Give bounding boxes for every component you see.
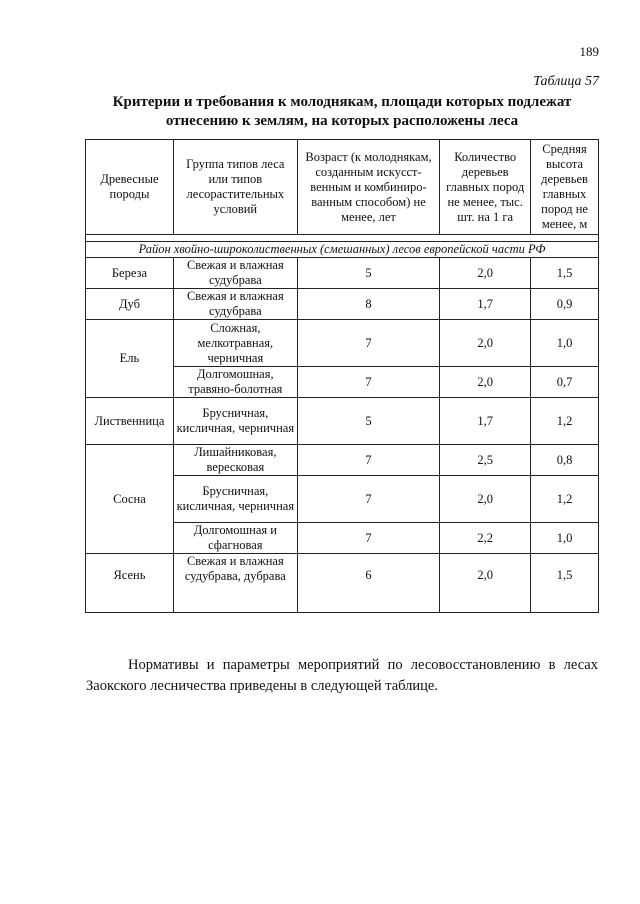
cell-mean-height: 0,8 <box>531 445 599 476</box>
cell-age: 6 <box>297 554 440 613</box>
region-row <box>86 242 599 258</box>
cell-age: 7 <box>297 476 440 523</box>
cell-species: Береза <box>86 258 174 289</box>
cell-mean-height: 1,2 <box>531 476 599 523</box>
cell-mean-height: 1,5 <box>531 258 599 289</box>
table-row <box>86 554 599 613</box>
cell-mean-height: 0,7 <box>531 367 599 398</box>
region-label: Район хвойно-широколиственных (смешанных) лесов европейской части РФ <box>86 242 599 258</box>
cell-age: 8 <box>297 289 440 320</box>
cell-forest-type: Свежая и влажная судубрава <box>173 258 297 289</box>
body-paragraph: Нормативы и параметры мероприятий по лесовосстановлению в лесах Заокского лесничества приведены в следующей таблице. <box>86 657 598 694</box>
cell-forest-type: Сложная, мелкотравная, черничная <box>173 320 297 367</box>
table-header-row <box>86 140 599 235</box>
page-number: 189 <box>579 44 599 59</box>
table-row <box>86 289 599 320</box>
table-title-line-2: отнесению к землям, на которых расположены леса <box>165 113 519 129</box>
cell-species: Ель <box>86 320 174 398</box>
cell-age: 5 <box>297 398 440 445</box>
cell-mean-height: 1,0 <box>531 320 599 367</box>
cell-species: Лиственница <box>86 398 174 445</box>
cell-forest-type: Брусничная, кисличная, черничная <box>173 476 297 523</box>
cell-tree-count: 2,0 <box>440 258 531 289</box>
cell-age: 5 <box>297 258 440 289</box>
cell-age: 7 <box>297 445 440 476</box>
cell-tree-count: 1,7 <box>440 398 531 445</box>
cell-tree-count: 2,5 <box>440 445 531 476</box>
criteria-table <box>85 139 599 613</box>
table-row <box>86 320 599 367</box>
header-mean-height: Средняя высота деревьев главных пород не менее, м <box>531 140 599 235</box>
cell-age: 7 <box>297 367 440 398</box>
header-species: Древесные породы <box>86 140 174 235</box>
table-title-line-1: Критерии и требования к молоднякам, площади которых подлежат <box>112 94 572 110</box>
table-row <box>86 258 599 289</box>
cell-age: 7 <box>297 523 440 554</box>
cell-tree-count: 2,0 <box>440 554 531 613</box>
cell-species: Сосна <box>86 445 174 554</box>
cell-species: Ясень <box>86 554 174 613</box>
table-row <box>86 445 599 476</box>
cell-mean-height: 1,2 <box>531 398 599 445</box>
cell-tree-count: 2,0 <box>440 476 531 523</box>
cell-forest-type: Долгомошная, травяно-болотная <box>173 367 297 398</box>
table-title <box>86 93 598 131</box>
header-age: Возраст (к молоднякам, созданным искусст-венным и комбиниро-ванным способом) не менее, лет <box>297 140 440 235</box>
cell-tree-count: 2,0 <box>440 320 531 367</box>
cell-mean-height: 1,0 <box>531 523 599 554</box>
cell-mean-height: 1,5 <box>531 554 599 613</box>
cell-forest-type: Долгомошная и сфагновая <box>173 523 297 554</box>
cell-forest-type: Лишайниковая, вересковая <box>173 445 297 476</box>
cell-species: Дуб <box>86 289 174 320</box>
cell-tree-count: 1,7 <box>440 289 531 320</box>
header-forest-type: Группа типов леса или типов лесорастительных условий <box>173 140 297 235</box>
cell-forest-type: Свежая и влажная судубрава, дубрава <box>173 554 297 613</box>
cell-tree-count: 2,0 <box>440 367 531 398</box>
cell-mean-height: 0,9 <box>531 289 599 320</box>
table-label: Таблица 57 <box>533 74 599 89</box>
cell-age: 7 <box>297 320 440 367</box>
spacer-row <box>86 235 599 242</box>
table-row <box>86 398 599 445</box>
cell-tree-count: 2,2 <box>440 523 531 554</box>
cell-forest-type: Брусничная, кисличная, черничная <box>173 398 297 445</box>
header-tree-count: Количество деревьев главных пород не менее, тыс. шт. на 1 га <box>440 140 531 235</box>
cell-forest-type: Свежая и влажная судубрава <box>173 289 297 320</box>
